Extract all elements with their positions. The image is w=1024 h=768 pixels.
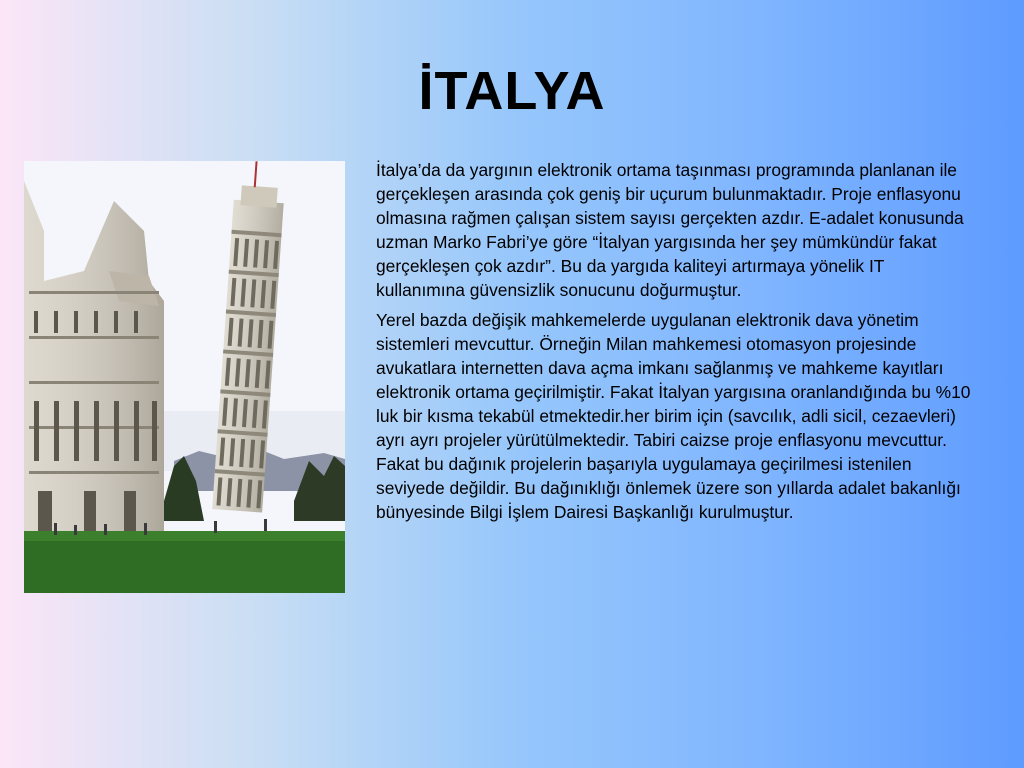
pisa-tower-photo xyxy=(24,161,345,593)
slide-title: İTALYA xyxy=(418,61,606,121)
paragraph-2: Yerel bazda değişik mahkemelerde uygulanan elektronik dava yönetim sistemleri mevcuttur. Örneğin Milan mahkemesi otomasyon projesinde avukatlara internetten dava açma imkanı sağlanmış ve mahkeme kayıtları elektronik ortama geçirilmiştir. Fakat İtalyan yargısına oranlandığında bu %10 luk bir kısma tekabül etmektedir.her birim için (savcılık, adli sicil, cezaevleri) ayrı ayrı projeler yürütülmektedir. Tabiri caizse proje enflasyonu mevcuttur. Fakat bu dağınık projelerin başarıyla uygulamaya geçirilmesi istenilen seviyede değildir. Bu dağınıklığı önlemek üzere son yıllarda adalet bakanlığı bünyesinde Bilgi İşlem Dairesi Başkanlığı kurulmuştur. xyxy=(376,310,971,522)
slide-body xyxy=(376,158,976,530)
paragraph-1: İtalya’da da yargının elektronik ortama taşınması programında planlanan ile gerçekleşen arasında çok geniş bir uçurum bulunmaktadır. Proje enflasyonu olmasına rağmen çalışan sistem sayısı gerçekten azdır. E-adalet konusunda uzman Marko Fabri’ye göre “İtalyan yargısında her şey mümkündür fakat gerçekleşen çok azdır”. Bu da yargıda kaliteyi artırmaya yönelik IT kullanımına güvensizlik sonucunu doğurmuştur. xyxy=(376,160,964,300)
